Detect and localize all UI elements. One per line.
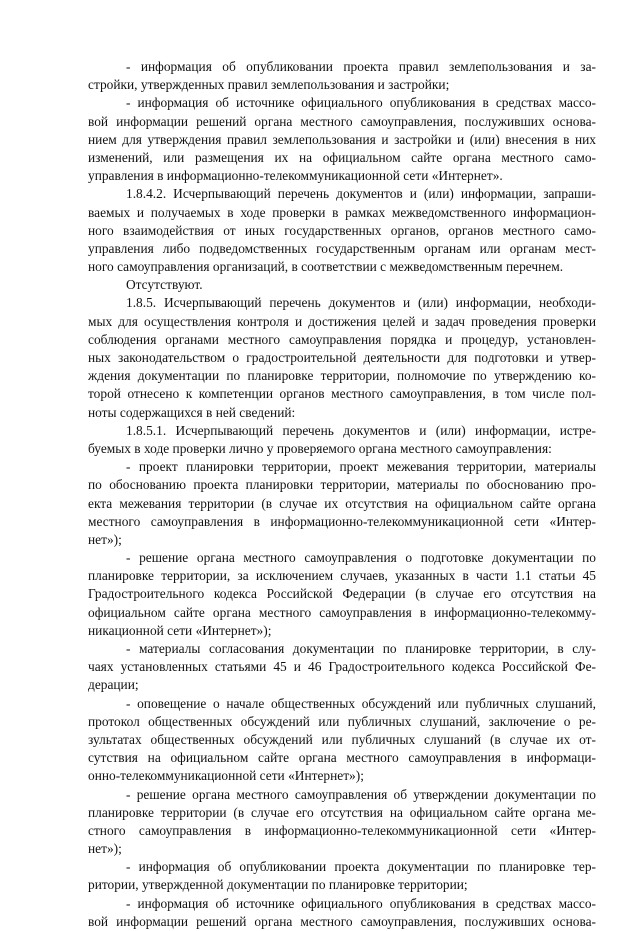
text-line: стного самоуправления в информационно-телекоммуникационной сети «Интер- <box>88 822 596 838</box>
text-line: ритории, утвержденной документации по планировке территории; <box>88 877 468 893</box>
text-line: чаях установленных статьями 45 и 46 Градостроительного кодекса Российской Фе- <box>88 659 596 675</box>
text-line: сутствия на официальном сайте органа местного самоуправления в информаци- <box>88 750 596 766</box>
text-line: ноты содержащихся в ней сведений: <box>88 404 296 420</box>
text-line: онно-телекоммуникационной сети «Интернет»); <box>88 768 364 784</box>
text-line: ного взаимодействия от иных государственных органов, органов местного само- <box>88 222 596 238</box>
text-line: - информация об источнике официального опубликования в средствах массо- <box>126 895 596 911</box>
text-line: управления либо подведомственных государственным органам или органам мест- <box>88 240 596 256</box>
text-line: по обоснованию проекта планировки территории, материалы по обоснованию про- <box>88 477 596 493</box>
text-line: - решение органа местного самоуправления о подготовке документации по <box>126 550 596 566</box>
text-line: 1.8.5.1. Исчерпывающий перечень документов и (или) информации, истре- <box>126 422 596 438</box>
text-line: дерации; <box>88 677 139 693</box>
text-line: вой информации решений органа местного самоуправления, послуживших основа- <box>88 913 596 929</box>
text-line: нием для утверждения правил землепользования и застройки и (или) внесения в них <box>88 131 596 147</box>
text-line: ных законодательством о градостроительной деятельности для подготовки и утвер- <box>88 350 596 365</box>
text-line: 1.8.5. Исчерпывающий перечень документов и (или) информации, необходи- <box>126 295 596 311</box>
document-page <box>88 58 596 931</box>
text-line: стройки, утвержденных правил землепользования и застройки; <box>88 77 450 93</box>
text-line: - проект планировки территории, проект межевания территории, материалы <box>126 459 596 475</box>
text-line: планировке территории (в случае его отсутствия на официальном сайте органа ме- <box>88 804 596 820</box>
text-line: местного самоуправления в информационно-телекоммуникационной сети «Интер- <box>88 513 596 529</box>
text-line: зультатах общественных обсуждений или публичных слушаний (в случае их от- <box>88 731 596 747</box>
text-line: ждения документации по планировке территории, полномочие по утверждению ко- <box>88 368 596 384</box>
text-line: нет»); <box>88 531 122 547</box>
text-line: екта межевания территории (в случае их отсутствия на официальном сайте органа <box>88 495 596 511</box>
text-line: - информация об источнике официального опубликования в средствах массо- <box>126 95 596 111</box>
text-line: соблюдения органами местного самоуправления порядка и процедур, установлен- <box>88 331 596 347</box>
text-line: - оповещение о начале общественных обсуждений или публичных слушаний, <box>126 695 596 711</box>
text-line: Градостроительного кодекса Российской Федерации (в случае его отсутствия на <box>88 586 596 602</box>
text-line: ного самоуправления организаций, в соответствии с межведомственным перечнем. <box>88 259 564 275</box>
text-line: протокол общественных обсуждений или публичных слушаний, заключение о ре- <box>88 713 596 729</box>
text-line: официальном сайте органа местного самоуправления в информационно-телекомму- <box>88 604 596 620</box>
text-line: мых для осуществления контроля и достижения целей и задач проведения проверки <box>88 313 596 329</box>
text-line: 1.8.4.2. Исчерпывающий перечень документов и (или) информации, запраши- <box>126 186 596 202</box>
text-line: планировке территории, за исключением случаев, указанных в части 1.1 статьи 45 <box>88 568 596 584</box>
text-line: управления в информационно-телекоммуникационной сети «Интернет». <box>88 168 503 184</box>
text-line: нет»); <box>88 841 122 857</box>
text-line: - решение органа местного самоуправления об утверждении документации по <box>126 786 596 802</box>
text-line: изменений, или размещения их на официальном сайте органа местного само- <box>88 149 596 165</box>
text-line: никационной сети «Интернет»); <box>88 622 272 638</box>
text-line: - материалы согласования документации по планировке территории, в слу- <box>126 641 596 656</box>
text-line: торой отнесено к компетенции органов местного самоуправления, в том числе пол- <box>88 386 596 402</box>
text-line: Отсутствуют. <box>126 277 203 293</box>
text-line: - информация об опубликовании проекта документации по планировке тер- <box>126 859 596 875</box>
text-line: - информация об опубликовании проекта правил землепользования и за- <box>126 59 596 74</box>
text-line: ваемых и получаемых в ходе проверки в рамках межведомственного информацион- <box>88 204 596 220</box>
text-line: вой информации решений органа местного самоуправления, послуживших основа- <box>88 113 596 129</box>
text-line: буемых в ходе проверки лично у проверяемого органа местного самоуправления: <box>88 440 552 456</box>
